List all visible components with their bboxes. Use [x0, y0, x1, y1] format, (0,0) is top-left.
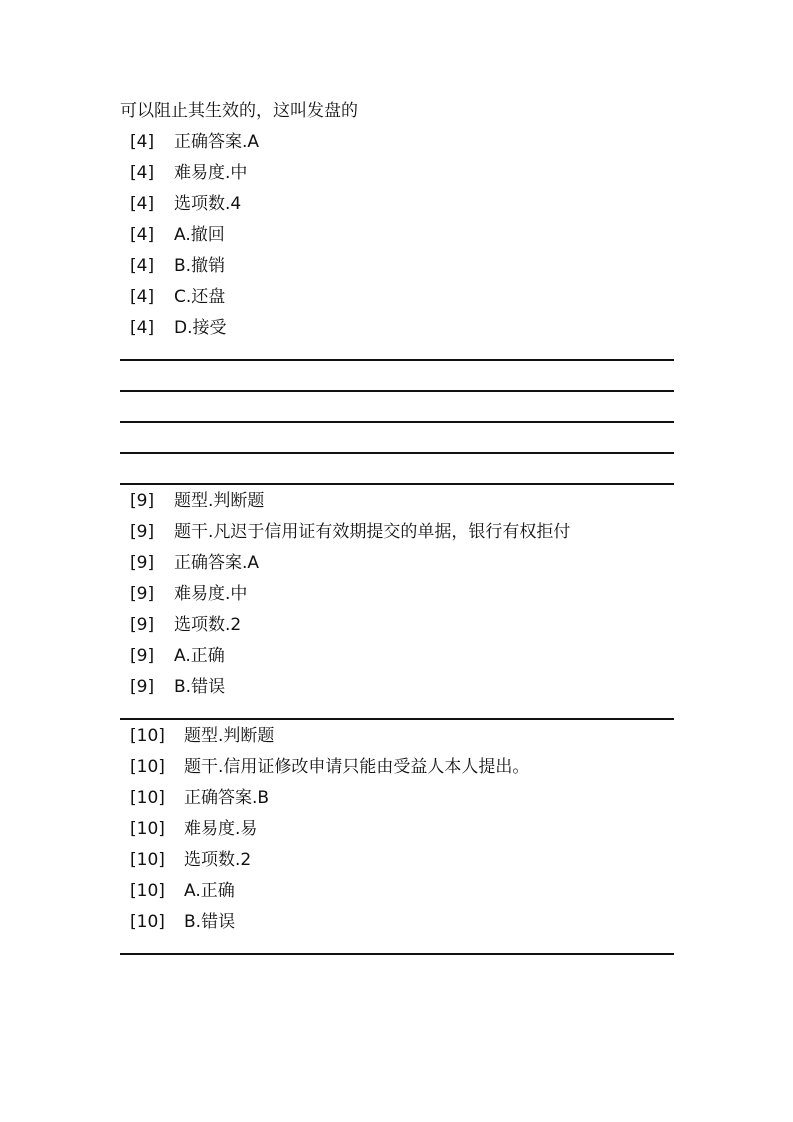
question-number: [10] — [130, 850, 165, 870]
question-number: [10] — [130, 726, 165, 746]
question-10-stem-line — [120, 752, 674, 783]
question-9-type: 题型.判断题 — [174, 491, 265, 511]
question-10-type: 题型.判断题 — [184, 726, 275, 746]
question-number: [4] — [130, 318, 155, 338]
question-10-option-b-line — [120, 907, 674, 938]
question-9-answer: 正确答案.A — [174, 553, 260, 573]
question-9-option-count: 选项数.2 — [174, 615, 242, 635]
question-10-option-count-line — [120, 845, 674, 876]
question-4-option-b: B.撤销 — [174, 256, 226, 276]
question-4-option-c: C.还盘 — [174, 287, 226, 307]
question-9-type-line — [120, 486, 674, 517]
question-number: [9] — [130, 646, 155, 666]
question-9-option-a: A.正确 — [174, 646, 225, 666]
question-9-option-b-line — [120, 672, 674, 703]
question-4-option-count-line — [120, 189, 674, 220]
separator-rule — [120, 953, 674, 955]
question-number: [9] — [130, 584, 155, 604]
question-9-option-a-line — [120, 641, 674, 672]
question-10-stem: 题干.信用证修改申请只能由受益人本人提出。 — [184, 757, 530, 777]
question-number: [4] — [130, 132, 155, 152]
question-4-option-a-line — [120, 220, 674, 251]
question-4-difficulty: 难易度.中 — [174, 163, 248, 183]
question-number: [9] — [130, 522, 155, 542]
question-9-option-count-line — [120, 610, 674, 641]
question-4-stem-tail: 可以阻止其生效的，这叫发盘的 — [120, 101, 358, 121]
question-number: [4] — [130, 287, 155, 307]
question-9-stem: 题干.凡迟于信用证有效期提交的单据，银行有权拒付 — [174, 522, 571, 542]
question-10-block — [120, 721, 674, 938]
question-number: [10] — [130, 788, 165, 808]
question-4-answer: 正确答案.A — [174, 132, 260, 152]
question-number: [9] — [130, 615, 155, 635]
question-10-answer: 正确答案.B — [184, 788, 270, 808]
question-number: [4] — [130, 256, 155, 276]
question-9-option-b: B.错误 — [174, 677, 226, 697]
question-4-option-c-line — [120, 282, 674, 313]
question-number: [4] — [130, 194, 155, 214]
question-9-stem-line — [120, 517, 674, 548]
question-9-difficulty-line — [120, 579, 674, 610]
question-4-option-count: 选项数.4 — [174, 194, 242, 214]
question-4-difficulty-line — [120, 158, 674, 189]
question-number: [4] — [130, 163, 155, 183]
question-10-difficulty: 难易度.易 — [184, 819, 258, 839]
question-4-option-a: A.撤回 — [174, 225, 225, 245]
question-10-answer-line — [120, 783, 674, 814]
question-9-block — [120, 486, 674, 703]
question-number: [10] — [130, 881, 165, 901]
question-4-option-d-line — [120, 313, 674, 344]
question-10-difficulty-line — [120, 814, 674, 845]
question-10-option-a-line — [120, 876, 674, 907]
question-number: [9] — [130, 491, 155, 511]
question-number: [10] — [130, 757, 165, 777]
question-number: [9] — [130, 677, 155, 697]
question-4-block — [120, 127, 674, 344]
question-number: [9] — [130, 553, 155, 573]
question-10-option-b: B.错误 — [184, 912, 236, 932]
question-number: [10] — [130, 819, 165, 839]
question-10-option-count: 选项数.2 — [184, 850, 252, 870]
question-10-type-line — [120, 721, 674, 752]
question-9-answer-line — [120, 548, 674, 579]
question-10-option-a: A.正确 — [184, 881, 235, 901]
question-4-answer-line — [120, 127, 674, 158]
question-4-option-d: D.接受 — [174, 318, 227, 338]
question-4-option-b-line — [120, 251, 674, 282]
question-9-difficulty: 难易度.中 — [174, 584, 248, 604]
question-number: [10] — [130, 912, 165, 932]
question-number: [4] — [130, 225, 155, 245]
document-page — [120, 96, 674, 955]
